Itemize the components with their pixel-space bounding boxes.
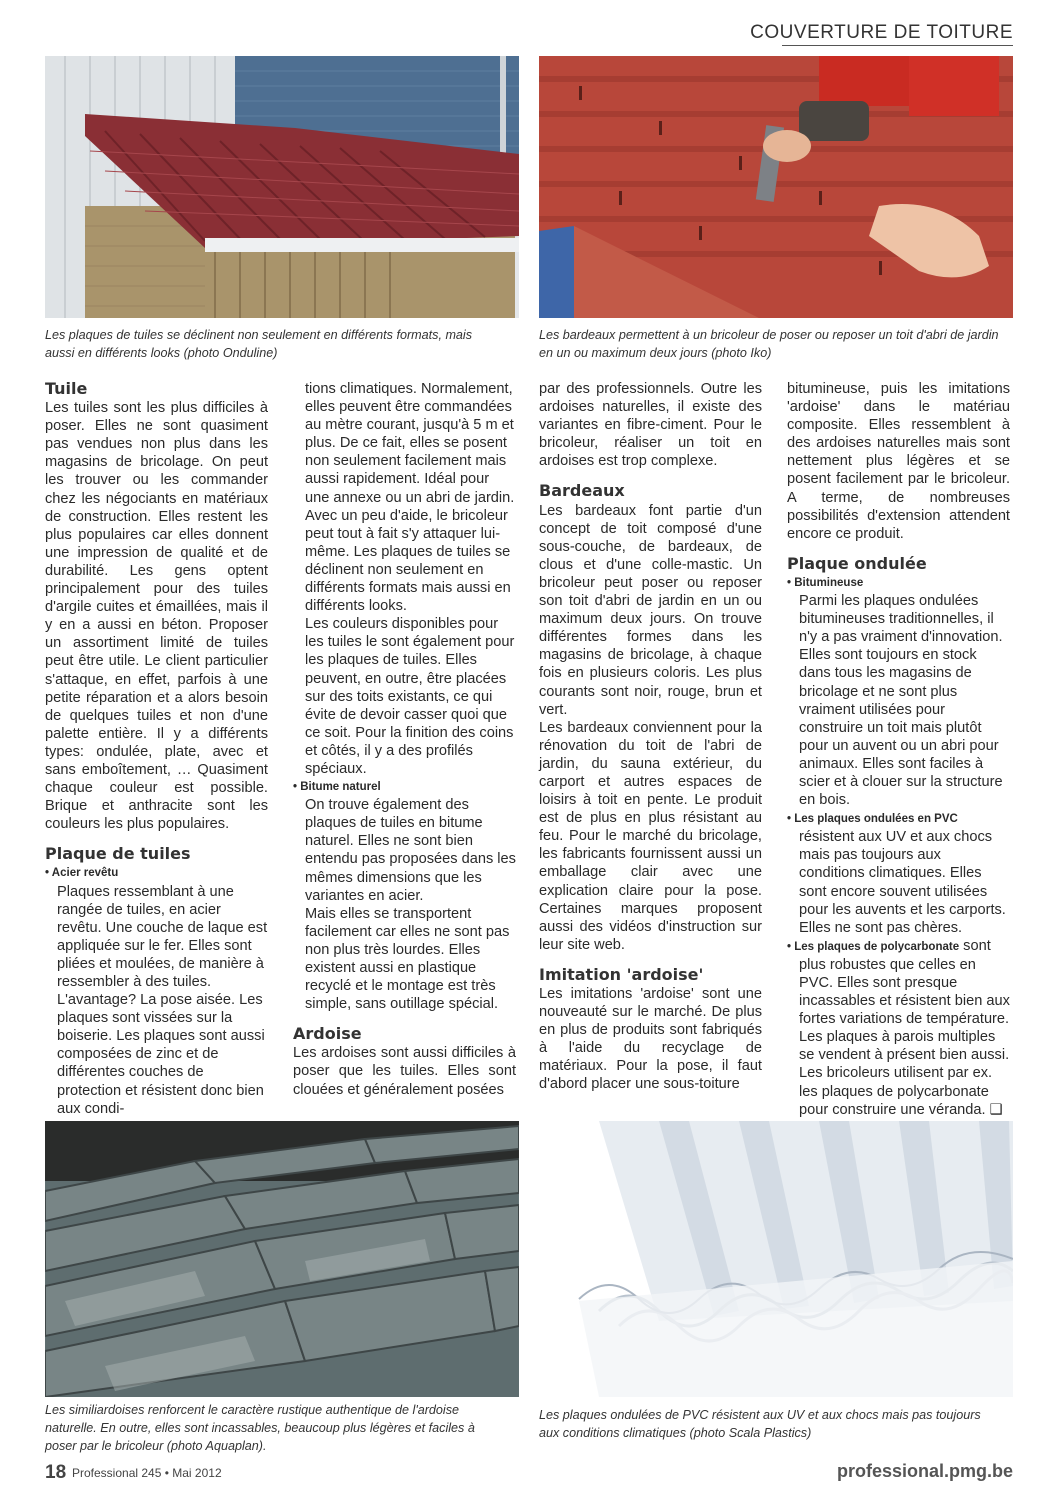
end-of-article-mark: ❑ [989,1101,1003,1118]
paragraph-polycarbonate-2-text: Les plaques à parois multiples se vendent à présent bien aussi. Les bricoleurs utilisent par ex. les plaques de polycarbonate pour construire une véranda. [799,1029,1010,1118]
paragraph-bardeaux-1: Les bardeaux font partie d'un concept de toit composé d'une sous-couche, de bardeaux, de clous et d'une colle-mastic. Un bricoleur peut poser ou reposer son toit d'abri de jardin en un ou maximum deux jours. On trouve différentes formes dans les magasins de bricolage, à chaque fois en plusieurs coloris. Les plus courants sont noir, rouge, brun et vert. [539,502,762,718]
caption-bottom-right: Les plaques ondulées de PVC résistent aux UV et aux chocs mais pas toujours aux conditions climatiques (photo Scala Plastics) [539,1408,981,1440]
subheading-acier-revetu: • Acier revêtu [45,867,119,880]
bullet-polycarbonate-lead: • Les plaques de polycarbonate [787,940,960,953]
photo-slate-roof [45,1121,519,1397]
paragraph-bardeaux-2: Les bardeaux conviennent pour la rénovation du toit de l'abri de jardin, du sauna extérieur, du carport et autres espaces de loisirs à toit en pente. Le produit est de plus en plus résistant au feu. Pour le marché du bricolage, les fabricants fournissent aussi un emballage clair avec une explication claire pour la pose. Certaines marques proposent aussi des vidéos d'instruction sur leur site web. [539,719,762,953]
photo-pvc-corrugated-sheets [539,1121,1013,1397]
text-column-1 [45,380,268,1118]
heading-bardeaux: Bardeaux [539,481,625,501]
text-column-3 [539,380,762,1094]
paragraph-polycarbonate: plus robustes que celles en PVC. Elles sont presque incassables et résistent bien aux fortes variations de température. [799,956,1010,1028]
caption-top-left: Les plaques de tuiles se déclinent non seulement en différents formats, mais aussi en différents looks (photo Onduline) [45,328,473,360]
header-rule [782,45,1013,46]
subheading-bitumineuse: • Bitumineuse [787,576,864,589]
photo-shed-tile-roof [45,56,519,318]
paragraph-bitume-1: On trouve également des plaques de tuiles en bitume naturel. Elles ne sont bien entendu pas proposées dans les mêmes dimensions que les variantes en acier. [305,797,516,904]
photo-shingles-installation [539,56,1013,318]
paragraph-plaques-suite: tions climatiques. Normalement, elles peuvent être commandées au mètre courant, jusqu'à 5 m et plus. De ce fait, elles se posent non seulement facilement mais aussi rapidement. Idéal pour une annexe ou un abri de jardin. Avec un peu d'aide, le bricoleur peut tout à fait s'y attaquer lui-même. Les plaques de tuiles se déclinent non seulement en différents formats mais aussi en différents looks. [305,381,515,615]
bullet-polycarbonate-tail: sont [963,937,991,954]
section-title: COUVERTURE DE TOITURE [750,22,1013,43]
page-number: 18 [45,1462,67,1483]
paragraph-ardoise-suite: par des professionnels. Outre les ardoises naturelles, il existe des variantes en fibre-ciment. Pour le bricoleur, réaliser un toit en ardoises est trop complexe. [539,381,762,470]
website-link[interactable]: professional.pmg.be [836,1461,1013,1481]
caption-top-right: Les bardeaux permettent à un bricoleur de poser ou reposer un toit d'abri de jardin en un ou maximum deux jours (photo Iko) [539,328,999,360]
text-column-4 [787,380,1010,1119]
heading-plaque-ondulee: Plaque ondulée [787,553,927,573]
heading-ardoise: Ardoise [293,1024,362,1044]
paragraph-imitation-suite: bitumineuse, puis les imitations 'ardoise' dans le matériau composite. Elles ressemblent à des ardoises naturelles mais sont nettement plus légères et se posent facilement par le bricoleur. A terme, de nombreuses possibilités d'extension attendent encore ce produit. [787,381,1010,542]
bullet-pvc-lead: • Les plaques ondulées en PVC [787,813,958,826]
paragraph-pvc: résistent aux UV et aux chocs mais pas toujours aux conditions climatiques. Elles sont encore souvent utilisées pour les auvents et les carports. Elles ne sont pas chères. [799,829,1006,936]
paragraph-tuile: Les tuiles sont les plus difficiles à poser. Elles ne sont quasiment pas vendues non plus dans les magasins de bricolage. On peut les trouver ou les commander chez les négociants en matériaux de construction. Elles restent les plus populaires car elles donnent une impression de qualité et de durabilité. Les gens optent principalement pour des tuiles d'argile cuites et émaillées, mais il y en a aussi en béton. Proposer un assortiment limité de tuiles peut être utile. Le client particulier s'attaque, en effet, parfois à une petite réparation et a alors besoin de quelques tuiles et non d'une palette entière. Il y a différents types: ondulée, plate, avec et sans emboîtement, … Quasiment chaque couleur est possible. Brique et anthracite sont les couleurs les plus populaires. [45,400,268,833]
heading-plaque-de-tuiles: Plaque de tuiles [45,844,191,864]
paragraph-acier-revetu: Plaques ressemblant à une rangée de tuiles, en acier revêtu. Une couche de laque est appliquée sur le fer. Elles sont pliées et moulées, de manière à ressembler à des tuiles. L'avantage? La pose aisée. Les plaques sont vissées sur la boiserie. Les plaques sont aussi composées de zinc et de différentes couches de protection et résistent donc bien aux condi- [57,883,268,1117]
paragraph-ardoise: Les ardoises sont aussi difficiles à poser que les tuiles. Elles sont clouées et généralement posées [293,1045,516,1098]
issue-info: Professional 245 • Mai 2012 [72,1466,222,1480]
caption-bottom-left: Les similiardoises renforcent le caractère rustique authentique de l'ardoise naturelle. En outre, elles sont incassables, beaucoup plus légères et faciles à poser par le bricoleur (photo Aquaplan). [45,1403,475,1453]
paragraph-imitation-ardoise: Les imitations 'ardoise' sont une nouveauté sur le marché. De plus en plus de produits sont fabriqués à l'aide du recyclage de matériaux. Pour la pose, il faut d'abord placer une sous-toiture [539,986,762,1093]
paragraph-bitumineuse: Parmi les plaques ondulées bitumineuses traditionnelles, il n'y a pas vraiment d'innovation. Elles sont toujours en stock dans tous les magasins de bricolage et ne sont plus vraiment utilisées pour construire un toit mais plutôt pour un auvent ou un abri pour animaux. Elles sont faciles à scier et à clouer sur la structure en bois. [799,593,1003,809]
paragraph-polycarbonate-2 [787,1028,1010,1118]
paragraph-couleurs: Les couleurs disponibles pour les tuiles le sont également pour les plaques de tuiles. Elles peuvent, en outre, être placées sur des toits existants, ce qui évite de devoir casser quoi que ce soit. Pour la finition des coins et côtés, il y a des profilés spéciaux. [305,616,515,777]
bullet-pvc [787,809,1010,828]
bullet-polycarbonate [787,937,1010,956]
subheading-bitume-naturel: • Bitume naturel [293,781,381,794]
paragraph-bitume-2: Mais elles se transportent facilement car elles ne sont pas non plus très lourdes. Elles existent aussi en plastique recyclé et le montage est très simple, sans outillage spécial. [305,905,510,1013]
text-column-2 [293,380,516,1099]
heading-tuile: Tuile [45,379,88,398]
heading-imitation-ardoise: Imitation 'ardoise' [539,964,704,984]
